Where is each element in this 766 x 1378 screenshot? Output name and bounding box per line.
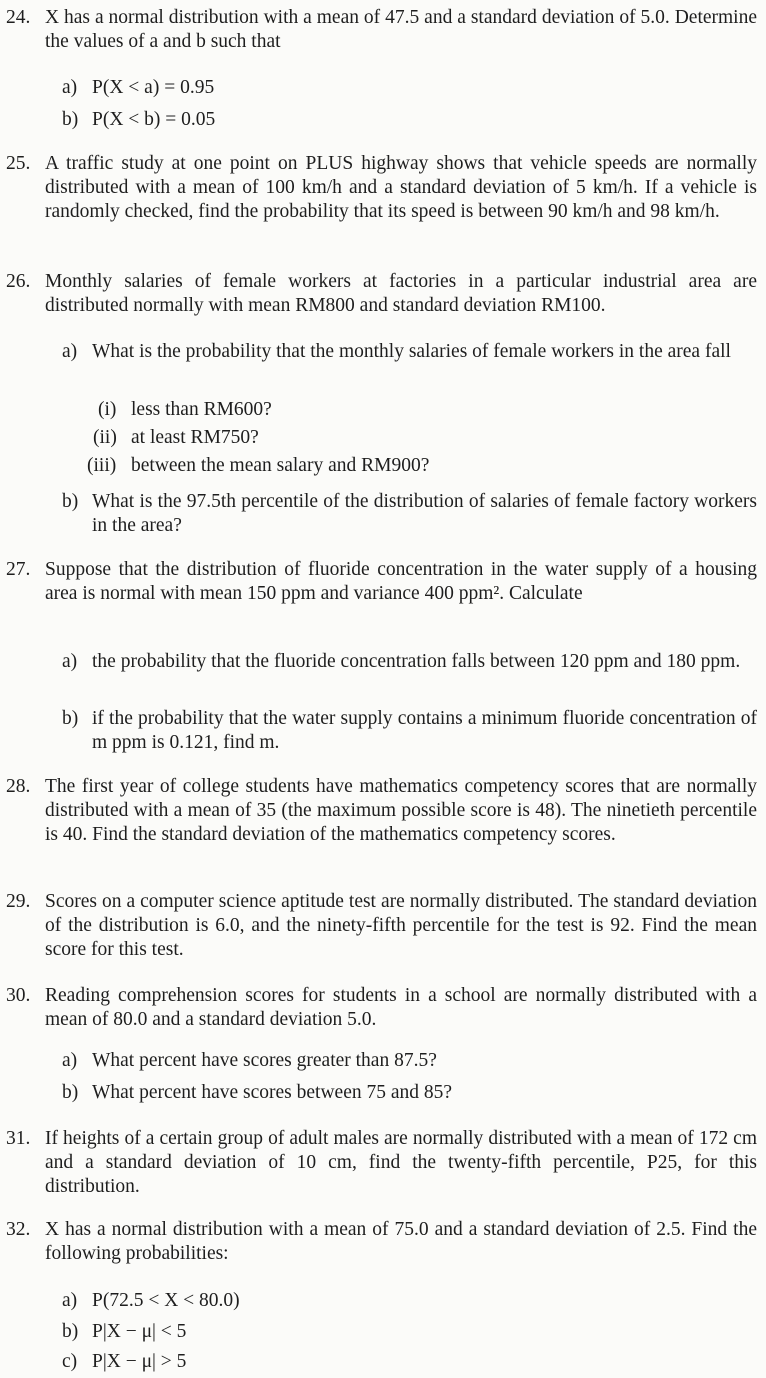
question-32-part-b (0, 1320, 766, 1344)
question-27-part-a (0, 650, 766, 674)
question-24-part-a (0, 76, 766, 100)
question-text: A traffic study at one point on PLUS highway shows that vehicle speeds are normally distributed with a mean of 100 km/h and a standard deviation of 5 km/h. If a vehicle is randomly checked, find the probability that its speed is between 90 km/h and 98 km/h. (45, 153, 757, 222)
part-label: b) (62, 1321, 79, 1342)
question-27-part-b (0, 707, 766, 755)
part-text: P(X < a) = 0.95 (92, 77, 215, 98)
question-30-part-b (0, 1081, 766, 1105)
question-number: 28. (6, 776, 31, 797)
question-32-part-c (0, 1350, 766, 1374)
subpart-label: (ii) (93, 427, 117, 448)
question-number: 24. (6, 7, 31, 28)
part-label: b) (62, 491, 79, 512)
subpart-text: less than RM600? (131, 399, 272, 420)
part-text: What is the probability that the monthly salaries of female workers in the area fall (92, 341, 731, 362)
question-27 (0, 558, 766, 606)
subpart-text: at least RM750? (131, 427, 259, 448)
part-label: a) (62, 1290, 78, 1311)
question-25 (0, 152, 766, 224)
question-number: 26. (6, 271, 31, 292)
subpart-label: (iii) (87, 455, 117, 476)
part-label: b) (62, 708, 79, 729)
part-label: b) (62, 109, 79, 130)
part-text: if the probability that the water supply contains a minimum fluoride concentration of m ppm is 0.121, find m. (92, 708, 757, 753)
question-text: Scores on a computer science aptitude test are normally distributed. The standard deviation of the distribution is 6.0, and the ninety-fifth percentile for the test is 92. Find the mean score for this test. (45, 891, 757, 960)
question-text: Monthly salaries of female workers at factories in a particular industrial area are distributed normally with mean RM800 and standard deviation RM100. (45, 271, 757, 316)
part-text: P|X − μ| < 5 (92, 1321, 187, 1342)
question-number: 31. (6, 1128, 31, 1149)
part-text: the probability that the fluoride concentration falls between 120 ppm and 180 ppm. (92, 651, 741, 672)
question-31 (0, 1127, 766, 1199)
question-text: X has a normal distribution with a mean of 75.0 and a standard deviation of 2.5. Find the following probabilities: (45, 1219, 757, 1264)
part-label: a) (62, 651, 78, 672)
part-label: a) (62, 341, 78, 362)
question-32-part-a (0, 1289, 766, 1313)
question-29 (0, 890, 766, 962)
question-number: 30. (6, 985, 31, 1006)
question-text: X has a normal distribution with a mean of 47.5 and a standard deviation of 5.0. Determine the values of a and b such that (45, 7, 757, 52)
question-24-part-b (0, 108, 766, 132)
question-26-part-b (0, 490, 766, 538)
question-text: Suppose that the distribution of fluoride concentration in the water supply of a housing area is normal with mean 150 ppm and variance 400 ppm². Calculate (45, 559, 757, 604)
part-text: P|X − μ| > 5 (92, 1351, 187, 1372)
question-24 (0, 6, 766, 54)
part-label: c) (62, 1351, 78, 1372)
part-text: What percent have scores between 75 and 85? (92, 1082, 453, 1103)
question-number: 27. (6, 559, 31, 580)
question-text: If heights of a certain group of adult males are normally distributed with a mean of 172 cm and a standard deviation of 10 cm, find the twenty-fifth percentile, P25, for this distribution. (45, 1128, 757, 1197)
part-label: b) (62, 1082, 79, 1103)
question-number: 25. (6, 153, 31, 174)
question-30-part-a (0, 1049, 766, 1073)
question-text: Reading comprehension scores for students in a school are normally distributed with a mean of 80.0 and a standard deviation 5.0. (45, 985, 757, 1030)
subpart-text: between the mean salary and RM900? (131, 455, 430, 476)
question-30 (0, 984, 766, 1032)
subpart-label: (i) (98, 399, 117, 420)
part-text: P(X < b) = 0.05 (92, 109, 216, 130)
question-number: 29. (6, 891, 31, 912)
question-text: The first year of college students have mathematics competency scores that are normally distributed with a mean of 35 (the maximum possible score is 48). The ninetieth percentile is 40. Find the standard deviation of the mathematics competency scores. (45, 776, 757, 845)
part-label: a) (62, 77, 78, 98)
question-26 (0, 270, 766, 318)
part-text: P(72.5 < X < 80.0) (92, 1290, 240, 1311)
part-label: a) (62, 1050, 78, 1071)
question-26-part-a (0, 340, 766, 364)
part-text: What percent have scores greater than 87.5? (92, 1050, 437, 1071)
question-28 (0, 775, 766, 847)
question-number: 32. (6, 1219, 31, 1240)
part-text: What is the 97.5th percentile of the distribution of salaries of female factory workers in the area? (92, 491, 757, 536)
question-32 (0, 1218, 766, 1266)
